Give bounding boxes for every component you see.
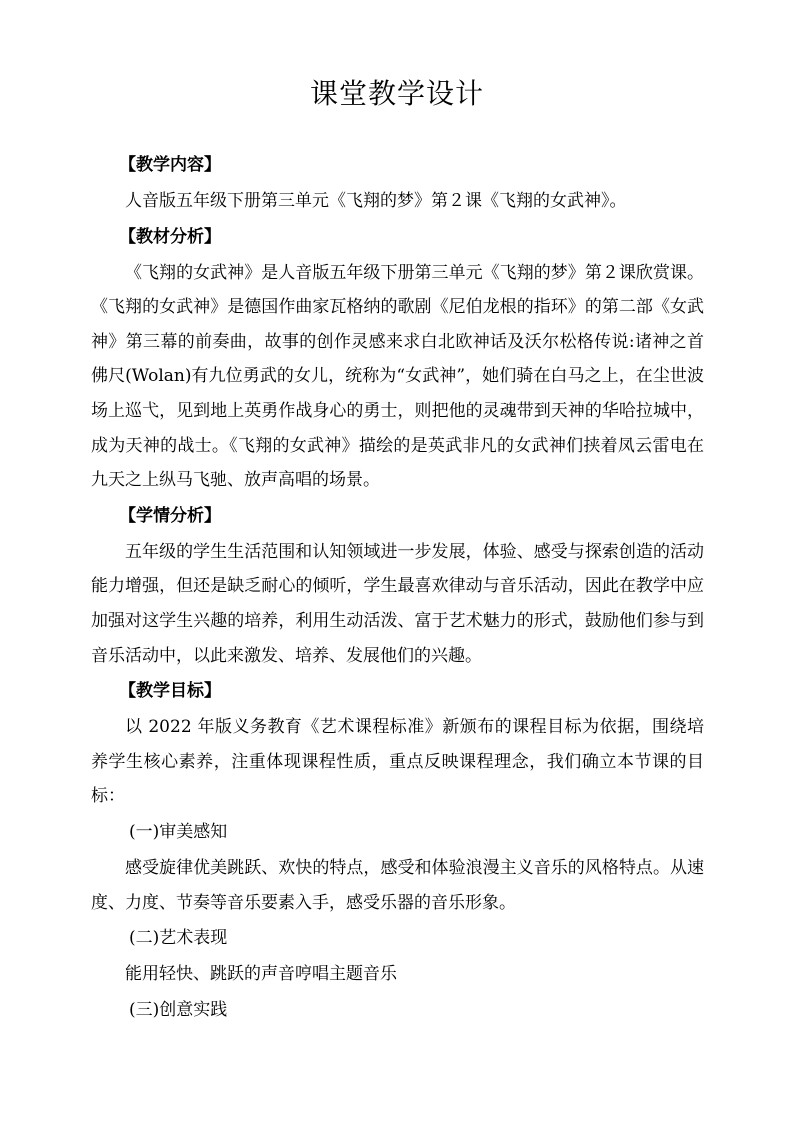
goal-practice-label: (三)创意实践 [129,999,228,1020]
teaching-content-text: 人音版五年级下册第三单元《飞翔的梦》第２课《飞翔的女武神》。 [125,191,627,211]
goal-expression-text: 能用轻快、跳跃的声音哼唱主题音乐 [125,964,397,985]
student-analysis-text: 五年级的学生生活范围和认知领域进一步发展，体验、感受与探索创造的活动能力增强，但还是缺乏耐心的倾听，学生最喜欢律动与音乐活动，因此在教学中应加强对这学生兴趣的培养，利用生动活泼、富于艺术魅力的形式，鼓励他们参与到音乐活动中，以此来激发、培养、发展他们的兴趣。 [91,541,704,666]
material-analysis-heading: 【教材分析】 [119,226,221,247]
teaching-goals-heading: 【教学目标】 [119,681,221,702]
goal-aesthetic-text: 感受旋律优美跳跃、欢快的特点，感受和体验浪漫主义音乐的风格特点。从速度、力度、节奏等音乐要素入手，感受乐器的音乐形象。 [91,857,704,913]
document-title: 课堂教学设计 [309,77,484,110]
teaching-goals-intro: 以 2022 年版义务教育《艺术课程标准》新颁布的课程目标为依据，围绕培养学生核心素养，注重体现课程性质，重点反映课程理念，我们确立本节课的目标： [91,717,704,807]
material-analysis-text: 《飞翔的女武神》是人音版五年级下册第三单元《飞翔的梦》第２课欣赏课。《飞翔的女武神》是德国作曲家瓦格纳的歌剧《尼伯龙根的指环》的第二部《女武神》第三幕的前奏曲，故事的创作灵感来求白北欧神话及沃尔松格传说:诸神之首佛尺(Wolan)有九位勇武的女儿，统称为“女武神”，她们骑在白马之上，在尘世波场上巡弋，见到地上英勇作战身心的勇士，则把他的灵魂带到天神的华哈拉城中，成为天神的战士。《飞翔的女武神》描绘的是英武非凡的女武神们挟着凤云雷电在九天之上纵马飞驰、放声高唱的场景。 [91,262,704,491]
student-analysis-heading: 【学情分析】 [119,505,221,526]
document-body [91,147,704,1029]
teaching-content-heading: 【教学内容】 [119,155,221,175]
goal-aesthetic-label: (一)审美感知 [129,821,228,842]
goal-expression-label: (二)艺术表现 [129,928,228,949]
